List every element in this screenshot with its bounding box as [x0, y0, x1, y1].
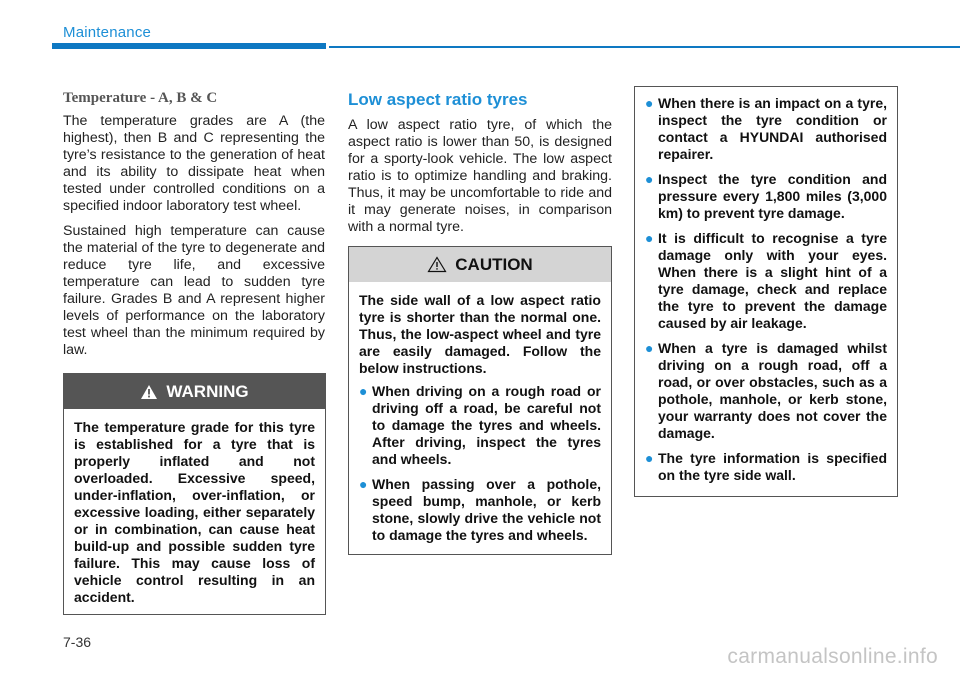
temperature-paragraph-1: The temperature grades are A (the highest), then B and C representing the tyre’s resistance to the generation of heat and its ability to dissipate heat when tested under controlled conditions on a specified indoor laboratory test wheel. — [63, 113, 325, 214]
low-aspect-paragraph: A low aspect ratio tyre, of which the aspect ratio is lower than 50, is designed for a sporty-look vehicle. The low aspect ratio is to optimize handling and braking. Thus, it may be uncomfortable to ride and it may generate noises, in comparison with a normal tyre. — [348, 117, 612, 235]
caution-continued-list — [645, 95, 887, 484]
warning-label: WARNING — [166, 381, 249, 401]
caution-bullet — [359, 476, 601, 544]
bullet-dot-icon: ● — [645, 171, 654, 187]
warning-body — [64, 409, 325, 614]
caution-bullet-text: The tyre information is specified on the tyre side wall. — [658, 450, 887, 483]
caution-header — [349, 247, 611, 282]
caution-bullet-list — [359, 383, 601, 544]
caution-triangle-icon — [427, 256, 447, 273]
caution-continued-body — [635, 87, 897, 496]
header-rule-thin — [329, 46, 960, 48]
bullet-dot-icon: ● — [645, 340, 654, 356]
warning-header — [64, 374, 325, 409]
warning-box — [63, 373, 326, 615]
caution-bullet — [645, 340, 887, 442]
temperature-paragraph-2: Sustained high temperature can cause the material of the tyre to degenerate and reduce tyre life, and excessive temperature can lead to sudden tyre failure. Grades B and A represent higher levels of performance on the laboratory test wheel than the minimum required by law. — [63, 223, 325, 358]
caution-bullet — [645, 450, 887, 484]
caution-label: CAUTION — [455, 254, 533, 274]
bullet-dot-icon: ● — [359, 383, 368, 399]
page-number: 7-36 — [63, 634, 92, 650]
bullet-dot-icon: ● — [645, 450, 654, 466]
caution-bullet-text: It is difficult to recognise a tyre damage only with your eyes. When there is a slight hint of a tyre damage, check and replace the tyre to prevent the damage caused by air leakage. — [658, 230, 887, 331]
caution-bullet-text: When driving on a rough road or driving off a road, be careful not to damage the tyres and wheels. After driving, inspect the tyres and wheels. — [372, 383, 601, 467]
caution-box — [348, 246, 612, 555]
caution-bullet — [645, 95, 887, 163]
caution-bullet — [645, 171, 887, 222]
bullet-dot-icon: ● — [645, 95, 654, 111]
low-aspect-heading: Low aspect ratio tyres — [348, 90, 528, 109]
caution-bullet — [359, 383, 601, 468]
caution-intro: The side wall of a low aspect ratio tyre is shorter than the normal one. Thus, the low-aspect wheel and tyre are easily damaged. Follow the below instructions. — [359, 292, 601, 376]
warning-text: The temperature grade for this tyre is established for a tyre that is properly inflated and not overloaded. Excessive speed, under-inflation, over-inflation, or excessive loading, either separately or in combination, can cause heat build-up and possible sudden tyre failure. This may cause loss of vehicle control resulting in an accident. — [74, 419, 315, 605]
caution-body — [349, 282, 611, 554]
temperature-heading: Temperature - A, B & C — [63, 90, 218, 106]
caution-bullet-text: Inspect the tyre condition and pressure every 1,800 miles (3,000 km) to prevent tyre damage. — [658, 171, 887, 221]
column-middle — [348, 90, 612, 555]
section-title: Maintenance — [63, 24, 152, 41]
caution-bullet-text: When there is an impact on a tyre, inspect the tyre condition or contact a HYUNDAI authorised repairer. — [658, 95, 887, 162]
column-left — [63, 90, 325, 615]
watermark: carmanualsonline.info — [727, 645, 938, 668]
bullet-dot-icon: ● — [645, 230, 654, 246]
column-right — [634, 86, 898, 497]
header-rule-thick — [52, 43, 326, 49]
caution-bullet-text: When a tyre is damaged whilst driving on a rough road, off a road, or over obstacles, such as a pothole, manhole, or kerb stone, your warranty does not cover the damage. — [658, 340, 887, 441]
caution-continued-box — [634, 86, 898, 497]
caution-bullet-text: When passing over a pothole, speed bump, manhole, or kerb stone, slowly drive the vehicle not to damage the tyres and wheels. — [372, 476, 601, 543]
warning-triangle-icon — [140, 384, 158, 400]
bullet-dot-icon: ● — [359, 476, 368, 492]
caution-bullet — [645, 230, 887, 332]
